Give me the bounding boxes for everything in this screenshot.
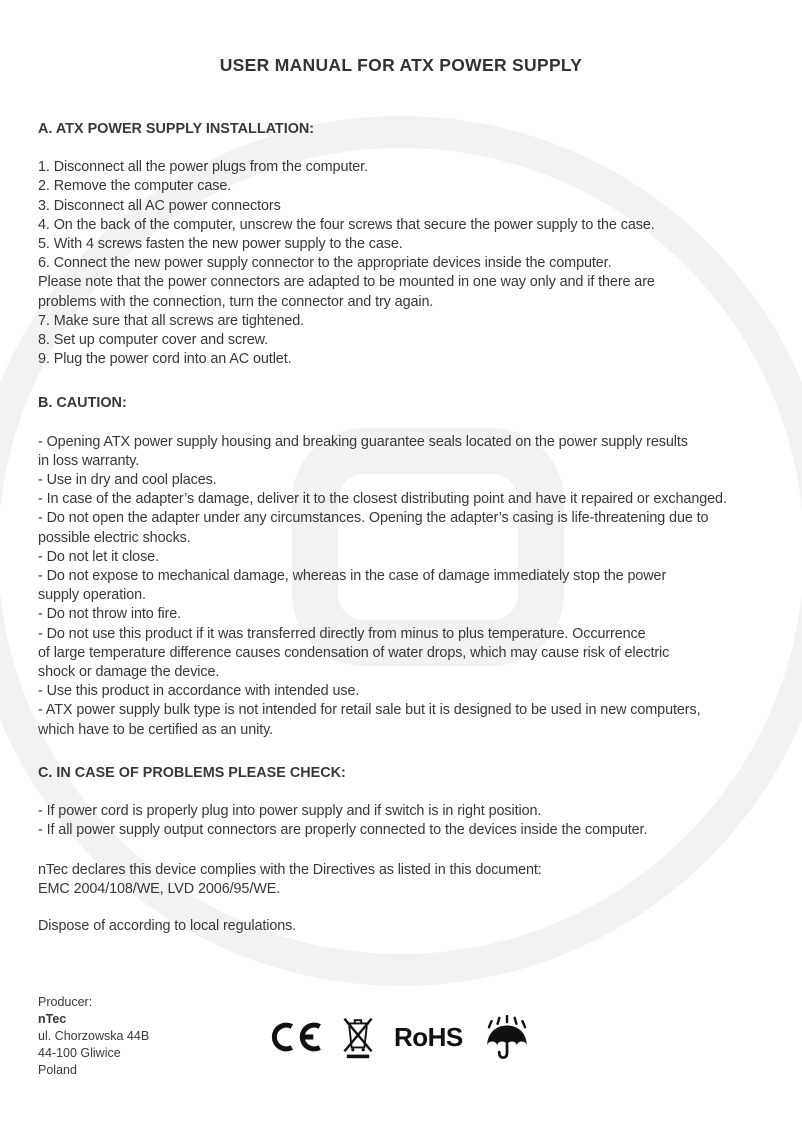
text-line: - Do not throw into fire.	[38, 606, 182, 623]
section-b-body	[38, 433, 764, 740]
text-line: 3. Disconnect all AC power connectors	[38, 197, 281, 214]
ce-mark-icon	[268, 1022, 322, 1052]
text-line: 2. Remove the computer case.	[38, 178, 232, 195]
text-line: nTec declares this device complies with the Directives as listed in this document:	[38, 861, 542, 878]
text-line: problems with the connection, turn the connector and try again.	[38, 293, 434, 310]
text-line: 5. With 4 screws fasten the new power supply to the case.	[38, 236, 403, 253]
keep-dry-icon	[483, 1015, 531, 1060]
text-line: in loss warranty.	[38, 452, 140, 469]
text-line: possible electric shocks.	[38, 529, 191, 546]
section-c-body	[38, 802, 764, 840]
text-line: which have to be certified as an unity.	[38, 721, 274, 738]
disposal-note	[38, 917, 764, 936]
producer-address-street: ul. Chorzowska 44B	[38, 1029, 150, 1043]
text-line: EMC 2004/108/WE, LVD 2006/95/WE.	[38, 880, 281, 897]
declaration	[38, 861, 764, 899]
producer-label: Producer:	[38, 995, 93, 1009]
text-line: - Do not expose to mechanical damage, whereas in the case of damage immediately stop the power	[38, 568, 667, 585]
text-line: supply operation.	[38, 587, 146, 604]
section-a-heading: A. ATX POWER SUPPLY INSTALLATION:	[38, 121, 315, 137]
text-line: 7. Make sure that all screws are tightened.	[38, 312, 305, 329]
weee-bin-icon	[342, 1015, 374, 1059]
text-line: - Use in dry and cool places.	[38, 472, 217, 489]
text-line: - Use this product in accordance with intended use.	[38, 683, 360, 700]
rohs-label: RoHS	[394, 1021, 463, 1052]
compliance-marks	[268, 1008, 531, 1066]
text-line: - ATX power supply bulk type is not intended for retail sale but it is designed to be used in new computers,	[38, 702, 701, 719]
text-line: 1. Disconnect all the power plugs from the computer.	[38, 159, 368, 176]
text-line: Please note that the power connectors are adapted to be mounted in one way only and if there are	[38, 274, 655, 291]
section-b-heading: B. CAUTION:	[38, 395, 127, 412]
text-line: - If power cord is properly plug into power supply and if switch is in right position.	[38, 803, 542, 820]
text-line: 4. On the back of the computer, unscrew the four screws that secure the power supply to the case.	[38, 216, 655, 233]
text-line: - Do not use this product if it was transferred directly from minus to plus temperature. Occurrence	[38, 625, 646, 642]
producer-name: nTec	[38, 1012, 67, 1026]
text-line: 8. Set up computer cover and screw.	[38, 332, 269, 349]
text-line: 9. Plug the power cord into an AC outlet.	[38, 351, 292, 368]
text-line: shock or damage the device.	[38, 664, 220, 681]
text-line: of large temperature difference causes condensation of water drops, which may cause risk of electric	[38, 644, 670, 661]
section-a-body	[38, 158, 764, 369]
text-line: 6. Connect the new power supply connector to the appropriate devices inside the computer.	[38, 255, 612, 272]
text-line: - Do not open the adapter under any circumstances. Opening the adapter’s casing is life-threatening due to	[38, 510, 709, 527]
producer-country: Poland	[38, 1063, 77, 1077]
text-line: - Do not let it close.	[38, 548, 159, 565]
producer-address-city: 44-100 Gliwice	[38, 1046, 121, 1060]
text-line: Dispose of according to local regulations.	[38, 917, 297, 934]
section-c-heading: C. IN CASE OF PROBLEMS PLEASE CHECK:	[38, 764, 346, 781]
text-line: - If all power supply output connectors are properly connected to the devices inside the computer.	[38, 822, 648, 839]
text-line: - Opening ATX power supply housing and breaking guarantee seals located on the power supply results	[38, 433, 688, 450]
producer-block	[38, 994, 149, 1079]
document-title: USER MANUAL FOR ATX POWER SUPPLY	[219, 55, 583, 75]
text-line: - In case of the adapter’s damage, deliver it to the closest distributing point and have it repaired or exchanged.	[38, 491, 727, 508]
